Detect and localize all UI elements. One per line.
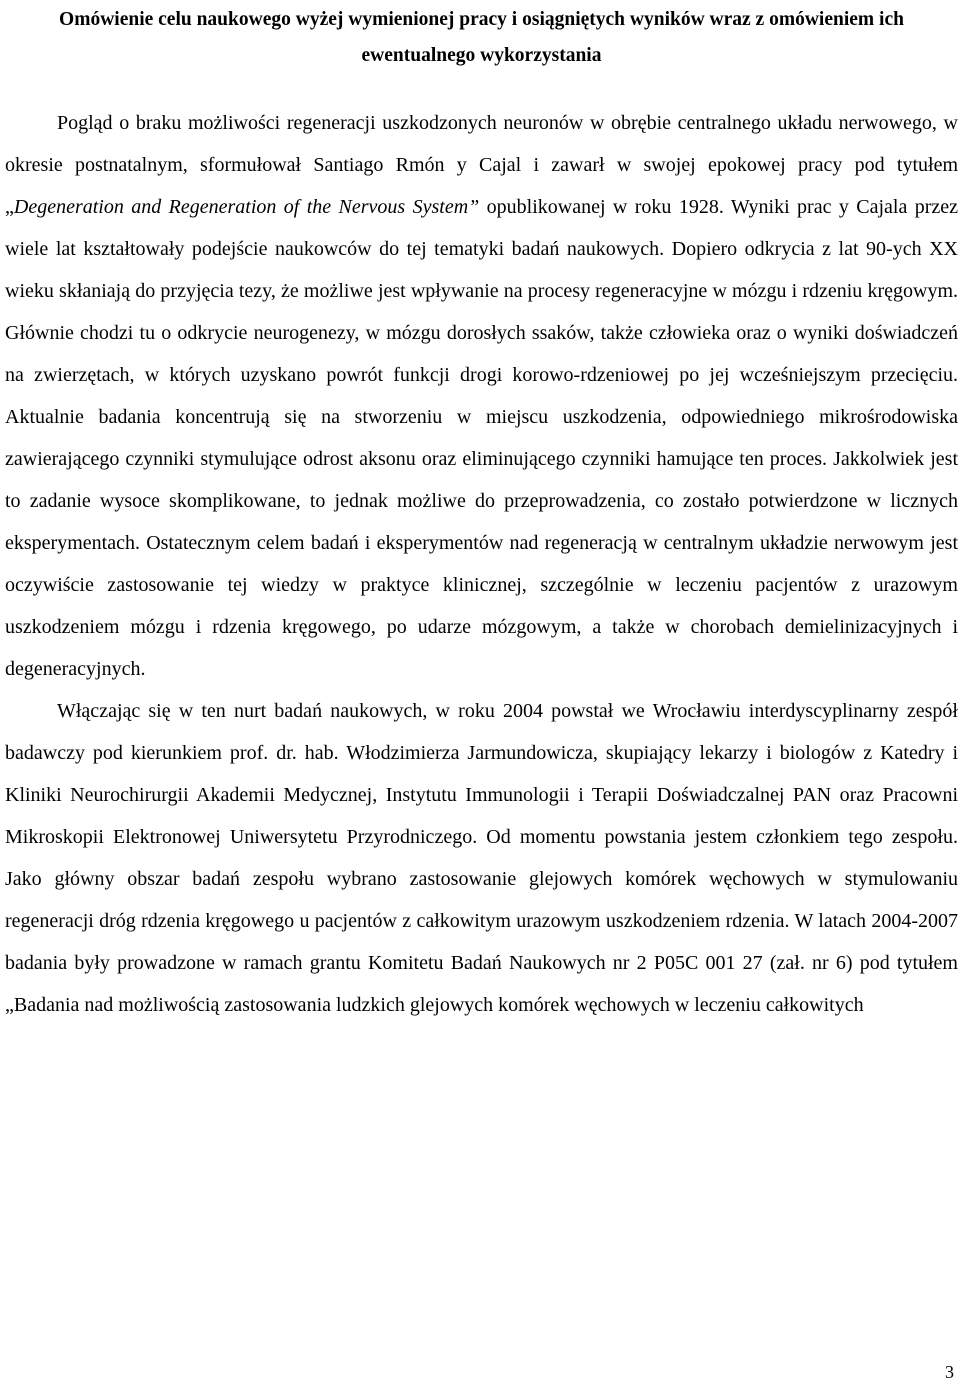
document-page (5, 0, 958, 1026)
paragraph-1 (5, 102, 958, 690)
cited-work-title: Degeneration and Regeneration of the Nervous System” (13, 196, 480, 218)
section-heading: Omówienie celu naukowego wyżej wymienionej pracy i osiągniętych wyników wraz z omówieniem ich ewentualnego wykorzystania (59, 9, 904, 66)
paragraph-2: Włączając się w ten nurt badań naukowych, w roku 2004 powstał we Wrocławiu interdyscyplinarny zespół badawczy pod kierunkiem prof. dr. hab. Włodzimierza Jarmundowicza, skupiający lekarzy i biologów z Katedry i Kliniki Neurochirurgii Akademii Medycznej, Instytutu Immunologii i Terapii Doświadczalnej PAN oraz Pracowni Mikroskopii Elektronowej Uniwersytetu Przyrodniczego. Od momentu powstania jestem członkiem tego zespołu. Jako główny obszar badań zespołu wybrano zastosowanie glejowych komórek węchowych w stymulowaniu regeneracji dróg rdzenia kręgowego u pacjentów z całkowitym urazowym uszkodzeniem rdzenia. W latach 2004-2007 badania były prowadzone w ramach grantu Komitetu Badań Naukowych nr 2 P05C 001 27 (zał. nr 6) pod tytułem „Badania nad możliwością zastosowania ludzkich glejowych komórek węchowych w leczeniu całkowitych (5, 700, 958, 1016)
paragraph-1-intro: Pogląd o braku możliwości regeneracji uszkodzonych neuronów w obrębie centralnego układu nerwowego, w okresie postnatalnym, sformułował Santiago Rmón y Cajal i zawarł w swojej epokowej pracy pod tytułem „ (5, 112, 958, 218)
paragraph-1-rest: opublikowanej w roku 1928. Wyniki prac y Cajala przez wiele lat kształtowały podejście naukowców do tej tematyki badań naukowych. Dopiero odkrycia z lat 90-ych XX wieku skłaniają do przyjęcia tezy, że możliwe jest wpływanie na procesy regeneracyjne w mózgu i rdzeniu kręgowym. Głównie chodzi tu o odkrycie neurogenezy, w mózgu dorosłych ssaków, także człowieka oraz o wyniki doświadczeń na zwierzętach, w których uzyskano powrót funkcji drogi korowo-rdzeniowej po jej wcześniejszym przecięciu. Aktualnie badania koncentrują się na stworzeniu w miejscu uszkodzenia, odpowiedniego mikrośrodowiska zawierającego czynniki stymulujące odrost aksonu oraz eliminującego czynniki hamujące ten proces. Jakkolwiek jest to zadanie wysoce skomplikowane, to jednak możliwe do przeprowadzenia, co zostało potwierdzone w licznych eksperymentach. Ostatecznym celem badań i eksperymentów nad regeneracją w centralnym układzie nerwowym jest oczywiście zastosowanie tej wiedzy w praktyce klinicznej, szczególnie w leczeniu pacjentów z urazowym uszkodzeniem mózgu i rdzenia kręgowego, po udarze mózgowym, a także w chorobach demielinizacyjnych i degeneracyjnych. (5, 196, 959, 680)
page-number: 3 (945, 1362, 954, 1382)
